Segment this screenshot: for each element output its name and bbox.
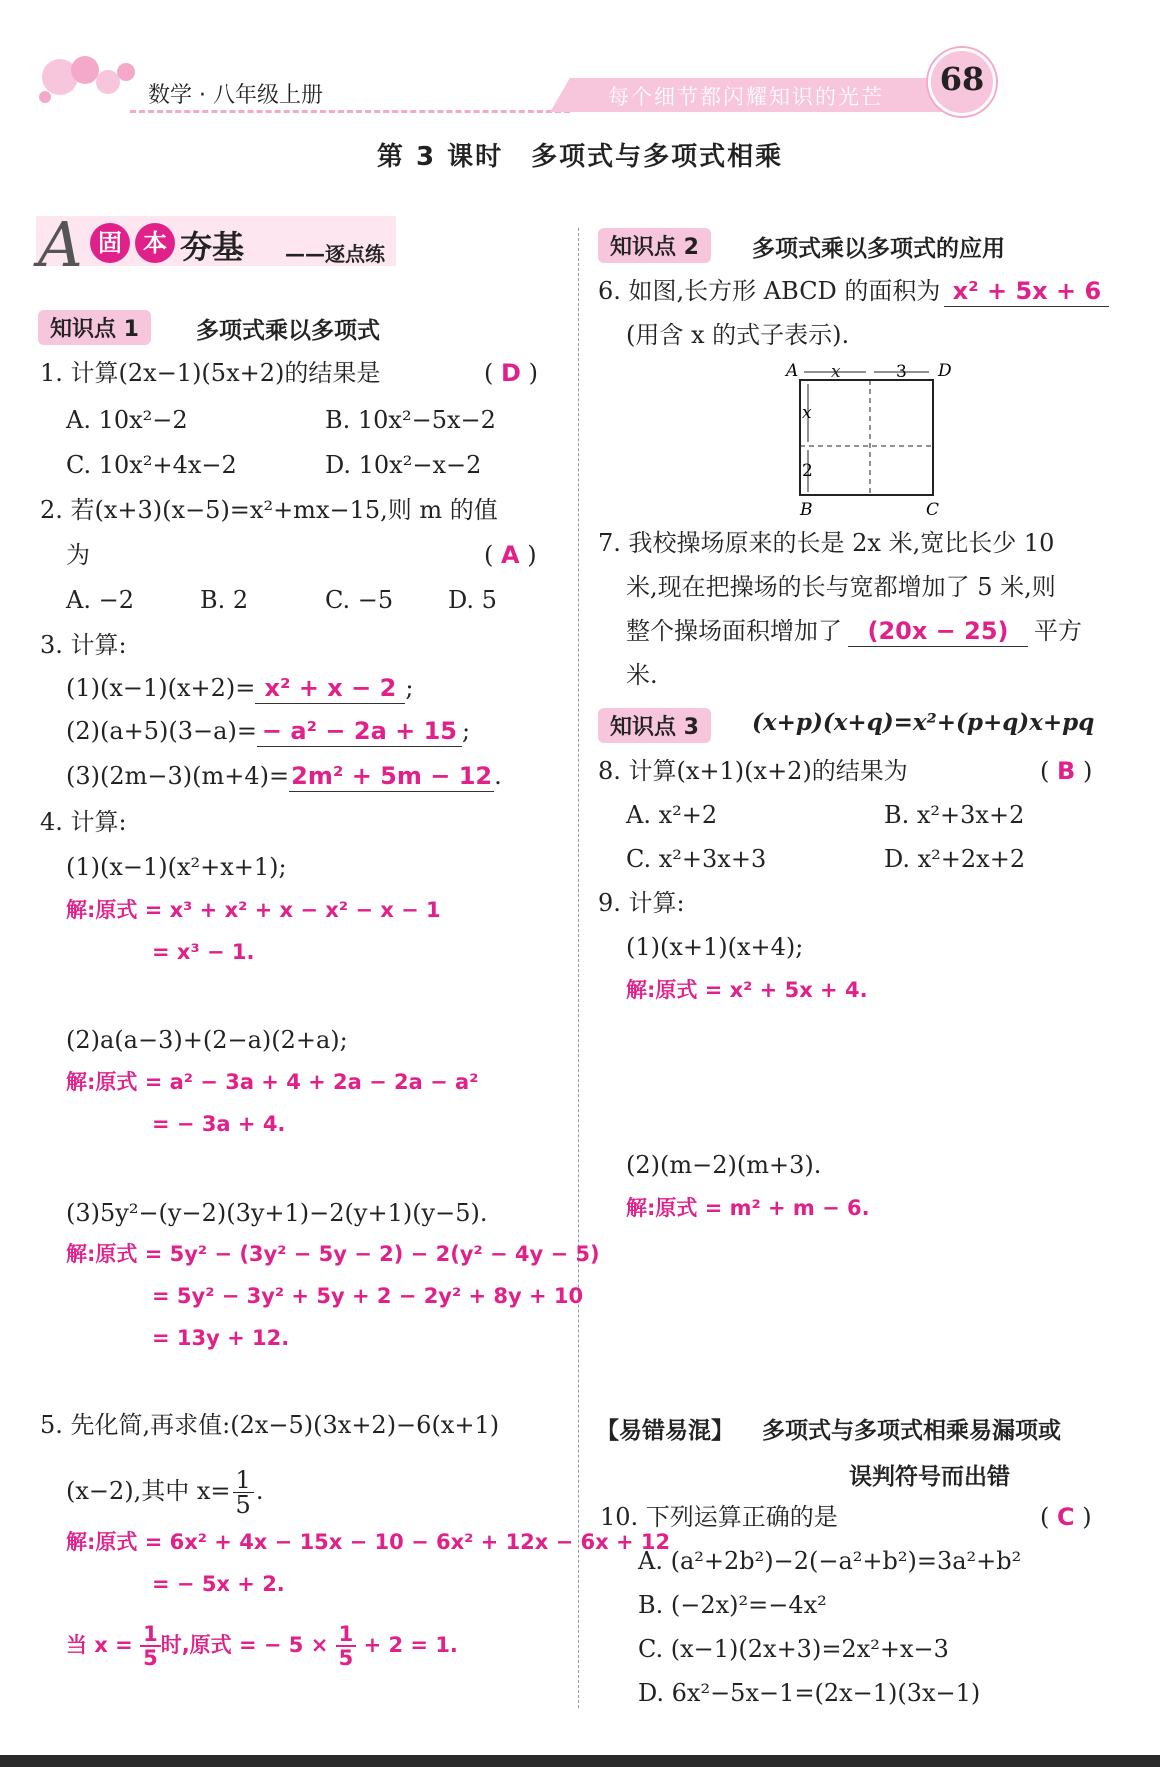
q1-option-c: C. 10x²+4x−2	[66, 451, 237, 479]
q5-fraction	[233, 1468, 254, 1517]
q4-sol2-line2: = − 3a + 4.	[152, 1112, 286, 1136]
q5-frac-a-den: 5	[143, 1646, 158, 1670]
q1-stem: 1. 计算(2x−1)(5x+2)的结果是	[40, 359, 381, 387]
q2-answer-letter: A	[501, 541, 520, 569]
q7-line2: 米,现在把操场的长与宽都增加了 5 米,则	[626, 573, 1056, 601]
q7-line3b: 平方	[1034, 617, 1082, 645]
q1-option-b: B. 10x²−5x−2	[325, 406, 496, 434]
k2-badge: 知识点 2	[598, 228, 711, 263]
q7-line4: 米.	[626, 661, 658, 689]
section-rest: 夯基	[180, 228, 245, 266]
q8-stem: 8. 计算(x+1)(x+2)的结果为	[598, 757, 908, 785]
q9-part2: (2)(m−2)(m+3).	[626, 1151, 822, 1179]
q5-frac-a-num: 1	[140, 1623, 161, 1647]
q5-stem: 5. 先化简,再求值:(2x−5)(3x+2)−6(x+1)	[40, 1411, 500, 1439]
q7-line1: 7. 我校操场原来的长是 2x 米,宽比长少 10	[598, 529, 1055, 557]
q4-stem: 4. 计算:	[40, 808, 127, 836]
q5-frac-den: 5	[235, 1491, 251, 1519]
header-dash-line	[130, 110, 570, 113]
page-number: 68	[939, 60, 985, 98]
circle-char-1: 固	[90, 223, 130, 263]
q10-answer: ( C )	[1040, 1503, 1092, 1531]
rect-abcd	[800, 380, 933, 495]
label-b: B	[800, 500, 813, 517]
q6-stem2: (用含 x 的式子表示).	[626, 321, 850, 349]
q6-answer: x² + 5x + 6	[944, 276, 1109, 307]
q4-part3: (3)5y²−(y−2)(3y+1)−2(y+1)(y−5).	[66, 1199, 488, 1227]
q5-sol-line3	[66, 1623, 458, 1669]
q5-stem2: (x−2),其中 x= $\frac{1}{5}$ .	[66, 1466, 264, 1519]
section-tag: ——逐点练	[285, 242, 385, 266]
q3-answer2: − a² − 2a + 15	[257, 716, 462, 747]
q2-option-b: B. 2	[200, 586, 249, 614]
q10-answer-letter: C	[1057, 1503, 1075, 1531]
label-top-x: x	[831, 362, 841, 382]
q5-frac-b	[336, 1623, 357, 1669]
q10-option-c: C. (x−1)(2x+3)=2x²+x−3	[638, 1635, 949, 1663]
label-a: A	[786, 362, 799, 381]
book-title: 数学 · 八年级上册	[148, 83, 323, 108]
q1-answer-letter: D	[501, 359, 521, 387]
q8-option-c: C. x²+3x+3	[626, 845, 767, 873]
section-letter: A	[38, 208, 83, 281]
q3-answer1: x² + x − 2	[255, 673, 405, 704]
q4-part1: (1)(x−1)(x²+x+1);	[66, 853, 287, 881]
q9-part1: (1)(x+1)(x+4);	[626, 933, 804, 961]
label-side-2: 2	[802, 461, 813, 481]
rectangle-figure	[778, 362, 958, 517]
q3-part3: (3)(2m−3)(m+4)=2m² + 5m − 12.	[66, 762, 502, 790]
lesson-title: 第 3 课时 多项式与多项式相乘	[376, 142, 784, 172]
q3-part2-text: (2)(a+5)(3−a)=	[66, 717, 257, 745]
k1-badge: 知识点 1	[38, 310, 151, 345]
q8-option-d: D. x²+2x+2	[884, 845, 1026, 873]
q2-option-c: C. −5	[325, 586, 394, 614]
q5-frac-b-num: 1	[336, 1623, 357, 1647]
q10-option-b: B. (−2x)²=−4x²	[638, 1591, 827, 1619]
q8-answer-letter: B	[1057, 757, 1076, 785]
q5-sol-line1: 解:原式 = 6x² + 4x − 15x − 10 − 6x² + 12x − 6x + 12	[66, 1530, 671, 1554]
q4-sol3-line3: = 13y + 12.	[152, 1326, 290, 1350]
q9-sol1: 解:原式 = x² + 5x + 4.	[626, 978, 868, 1002]
q2-answer: ( A )	[484, 541, 537, 569]
k1-title: 多项式乘以多项式	[196, 318, 380, 344]
q3-part1-text: (1)(x−1)(x+2)=	[66, 674, 256, 702]
k3-title: (x+p)(x+q)=x²+(p+q)x+pq	[752, 709, 1095, 736]
k3-badge: 知识点 3	[598, 708, 711, 743]
q5-mid: 时,原式 = − 5 ×	[160, 1633, 329, 1657]
q5-when: 当 x =	[66, 1633, 133, 1657]
easy-mistake-title2: 误判符号而出错	[849, 1464, 1010, 1490]
q6-stem-text: 6. 如图,长方形 ABCD 的面积为	[598, 277, 941, 305]
q2-option-d: D. 5	[448, 586, 497, 614]
q8-option-a: A. x²+2	[626, 801, 718, 829]
slogan-text: 每个细节都闪耀知识的光芒	[608, 85, 884, 109]
q6-stem	[598, 276, 1109, 307]
q5-frac-b-den: 5	[338, 1646, 354, 1670]
q4-sol1-line2: = x³ − 1.	[152, 940, 255, 964]
q1-option-d: D. 10x²−x−2	[325, 451, 482, 479]
label-side-x: x	[802, 403, 812, 423]
q7-line3	[626, 616, 1082, 647]
q1-option-a: A. 10x²−2	[66, 406, 188, 434]
q10-option-d: D. 6x²−5x−1=(2x−1)(3x−1)	[638, 1679, 981, 1707]
q8-option-b: B. x²+3x+2	[884, 801, 1025, 829]
q4-sol1-line1: 解:原式 = x³ + x² + x − x² − x − 1	[66, 898, 441, 922]
q9-sol2: 解:原式 = m² + m − 6.	[626, 1196, 870, 1220]
q2-option-a: A. −2	[66, 586, 134, 614]
q3-part3-text: (3)(2m−3)(m+4)=	[66, 762, 290, 790]
q3-stem: 3. 计算:	[40, 631, 127, 659]
q10-stem: 10. 下列运算正确的是	[600, 1503, 838, 1531]
q5-sol-line2: = − 5x + 2.	[152, 1572, 285, 1596]
label-d: D	[938, 362, 952, 381]
q4-part2: (2)a(a−3)+(2−a)(2+a);	[66, 1026, 348, 1054]
label-c: C	[926, 500, 940, 517]
q3-part1: (1)(x−1)(x+2)= x² + x − 2 ;	[66, 674, 414, 702]
q1-answer: ( D )	[484, 359, 538, 387]
q4-sol3-line1: 解:原式 = 5y² − (3y² − 5y − 2) − 2(y² − 4y − 5)	[66, 1242, 600, 1266]
bottom-bar	[0, 1755, 1160, 1767]
q7-line3a: 整个操场面积增加了	[626, 617, 842, 645]
q5-frac-a	[140, 1623, 161, 1669]
q7-answer: (20x − 25)	[848, 616, 1028, 647]
k2-title: 多项式乘以多项式的应用	[752, 236, 1005, 262]
easy-mistake-tag: 【易错易混】	[596, 1418, 734, 1444]
column-divider	[578, 228, 579, 1708]
q4-sol3-line2: = 5y² − 3y² + 5y + 2 − 2y² + 8y + 10	[152, 1284, 584, 1308]
q2-stem: 2. 若(x+3)(x−5)=x²+mx−15,则 m 的值	[40, 496, 498, 524]
q10-option-a: A. (a²+2b²)−2(−a²+b²)=3a²+b²	[638, 1547, 1022, 1575]
q5-frac-num: 1	[233, 1468, 254, 1493]
q9-stem: 9. 计算:	[598, 889, 685, 917]
q5-end: + 2 = 1.	[363, 1633, 458, 1657]
q3-part2: (2)(a+5)(3−a)= − a² − 2a + 15 ;	[66, 717, 471, 745]
easy-mistake-title1: 多项式与多项式相乘易漏项或	[762, 1418, 1061, 1444]
q8-answer: ( B )	[1040, 757, 1093, 785]
circle-char-2: 本	[135, 223, 175, 263]
q2-stem2: 为	[66, 541, 90, 569]
label-top-3: 3	[896, 362, 907, 382]
q4-sol2-line1: 解:原式 = a² − 3a + 4 + 2a − 2a − a²	[66, 1070, 479, 1094]
flower-ornament-icon	[30, 42, 150, 112]
q5-stem2-text: (x−2),其中 x=	[66, 1477, 231, 1505]
q3-answer3: 2m² + 5m − 12	[289, 761, 494, 792]
